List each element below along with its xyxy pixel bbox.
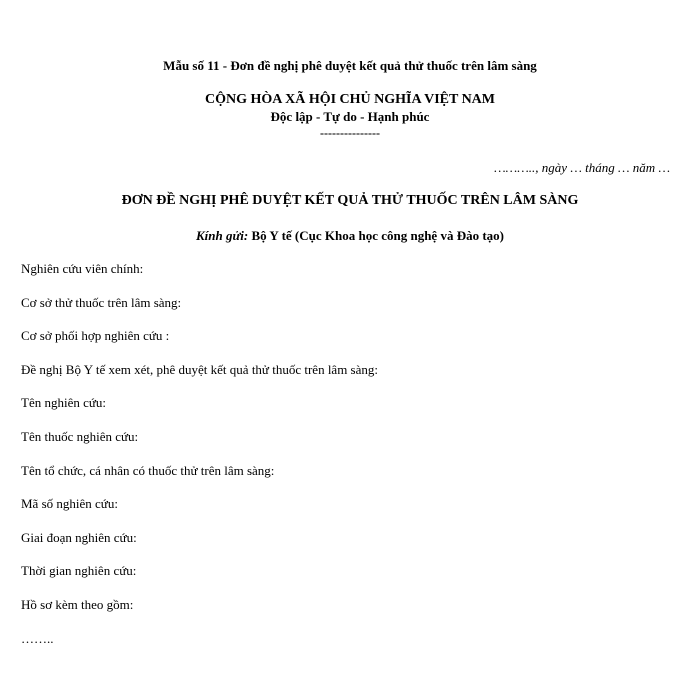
date-line: ……….., ngày … tháng … năm …: [494, 160, 670, 175]
field-study-name: Tên nghiên cứu:: [21, 395, 107, 411]
recipient-value: Bộ Y tế (Cục Khoa học công nghệ và Đào tạo): [248, 228, 504, 243]
national-motto: Độc lập - Tự do - Hạnh phúc: [270, 109, 430, 124]
field-principal-investigator: Nghiên cứu viên chính:: [21, 261, 144, 276]
field-collaborating-site: Cơ sở phối hợp nghiên cứu :: [21, 328, 170, 344]
recipient-label: Kính gửi:: [195, 228, 249, 243]
field-trial-site: Cơ sở thử thuốc trên lâm sàng:: [21, 294, 182, 310]
field-request-statement: Đề nghị Bộ Y tế xem xét, phê duyệt kết quả thử thuốc trên lâm sàng:: [21, 361, 378, 377]
recipient-line: [0, 228, 700, 244]
field-study-phase: Giai đoạn nghiên cứu:: [21, 529, 137, 545]
national-title: CỘNG HÒA XÃ HỘI CHỦ NGHĨA VIỆT NAM: [204, 92, 495, 107]
field-drug-name: Tên thuốc nghiên cứu:: [21, 428, 139, 444]
field-attached-documents: Hồ sơ kèm theo gồm:: [21, 596, 134, 612]
field-study-duration: Thời gian nghiên cứu:: [21, 563, 137, 579]
field-study-code: Mã số nghiên cứu:: [21, 496, 118, 512]
document-title: ĐƠN ĐỀ NGHỊ PHÊ DUYỆT KẾT QUẢ THỬ THUỐC TRÊN LÂM SÀNG: [121, 193, 579, 208]
field-sponsor: Tên tổ chức, cá nhân có thuốc thử trên lâm sàng:: [21, 462, 275, 478]
form-number-heading: Mẫu số 11 - Đơn đề nghị phê duyệt kết quả thử thuốc trên lâm sàng: [163, 58, 537, 73]
form-fields: [21, 261, 681, 664]
header-divider: ---------------: [320, 126, 380, 140]
field-ellipsis: ……..: [21, 630, 54, 646]
